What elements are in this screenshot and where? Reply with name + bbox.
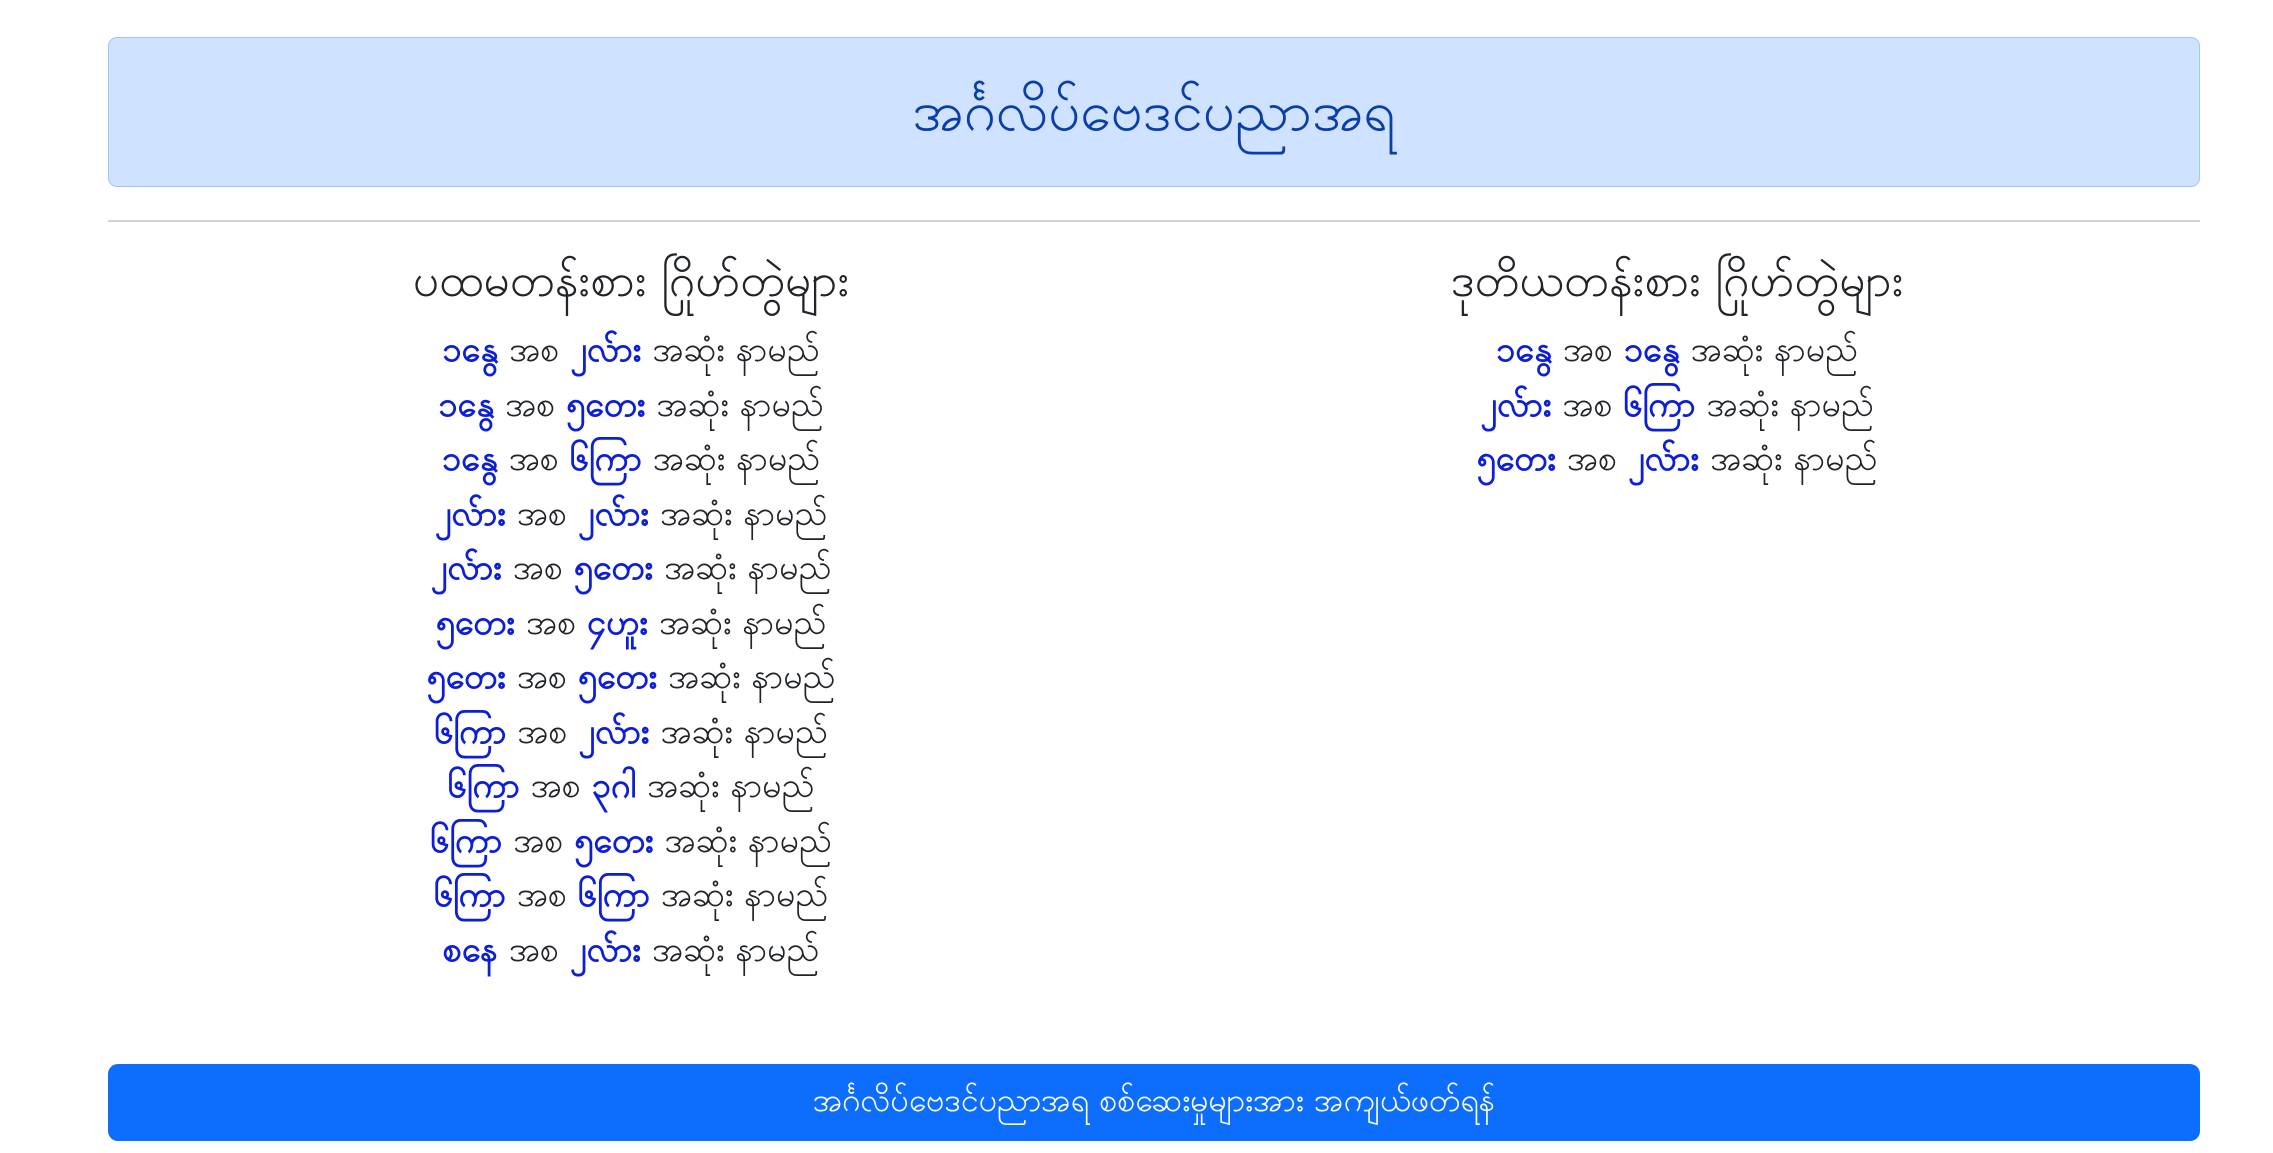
- start-word: အစ: [516, 493, 568, 534]
- planet-end: ၄ဟူး: [587, 602, 649, 643]
- end-word: အဆုံး နာမည်: [652, 330, 820, 370]
- planet-start: ၁နွေ: [442, 330, 499, 370]
- end-word: အဆုံး နာမည်: [652, 439, 821, 479]
- start-word: အစ: [508, 439, 559, 479]
- planet-start: ၅တေး: [1476, 439, 1556, 479]
- planet-end: ၆ကြာ: [569, 439, 642, 479]
- end-word: အဆုံး နာမည်: [660, 711, 828, 752]
- list-item: [108, 923, 1154, 978]
- list-item: [108, 705, 1154, 760]
- start-word: အစ: [1566, 439, 1618, 479]
- planet-start: ၁နွေ: [441, 439, 498, 479]
- second-class-heading: ဒုတိယတန်းစား ဂြိုဟ်တွဲများ: [1450, 253, 1904, 307]
- planet-start: ၆ကြာ: [447, 766, 520, 806]
- planet-start: ၆ကြာ: [434, 711, 507, 752]
- start-word: အစ: [513, 820, 564, 861]
- planet-end: ၂လ်ား: [570, 330, 642, 370]
- list-item: [108, 814, 1154, 869]
- start-word: အစ: [516, 875, 568, 915]
- planet-start: ၆ကြာ: [433, 875, 506, 915]
- list-item: [108, 541, 1154, 596]
- list-item: [108, 759, 1154, 814]
- read-more-button[interactable]: အင်္ဂလိပ်ဗေဒင်ပညာအရ စစ်ဆေးမှုများအား အကျယ်ဖတ်ရန်: [108, 1064, 2200, 1141]
- planet-end: ၅တေး: [577, 657, 658, 697]
- planet-end: ၆ကြာ: [577, 875, 650, 915]
- first-class-heading: ပထမတန်းစား ဂြိုဟ်တွဲများ: [412, 253, 850, 307]
- end-word: အဆုံး နာမည်: [1709, 439, 1878, 479]
- planet-end: ၂လ်ား: [569, 929, 642, 970]
- planet-start: ၁နွေ: [1496, 330, 1552, 370]
- header-banner: [108, 37, 2200, 187]
- planet-start: ၁နွေ: [438, 384, 495, 425]
- planet-end: ၂လ်ား: [577, 493, 650, 534]
- end-word: အဆုံး နာမည်: [646, 766, 815, 806]
- end-word: အဆုံး နာမည်: [651, 929, 820, 970]
- page-title: အင်္ဂလိပ်ဗေဒင်ပညာအရ: [912, 79, 1396, 144]
- planet-start: ၅တေး: [426, 657, 506, 697]
- end-word: အဆုံး နာမည်: [1690, 330, 1858, 370]
- first-class-column: [108, 240, 1154, 970]
- list-item: [108, 323, 1154, 378]
- start-word: အစ: [512, 548, 563, 588]
- planet-end: ၅တေး: [566, 384, 646, 425]
- divider: [108, 220, 2200, 222]
- second-class-column: [1154, 240, 2200, 479]
- planet-end: ၂လ်ား: [578, 711, 650, 752]
- list-item: [108, 378, 1154, 433]
- list-item: [1154, 378, 2200, 433]
- planet-end: ၁နွေ: [1623, 330, 1680, 370]
- end-word: အဆုံး နာမည်: [656, 384, 824, 425]
- end-word: အဆုံး နာမည်: [660, 875, 829, 915]
- first-class-list: [108, 323, 1154, 977]
- list-item: [108, 432, 1154, 487]
- planet-start: ၂လ်ား: [430, 548, 502, 588]
- start-word: အစ: [530, 766, 581, 806]
- end-word: အဆုံး နာမည်: [664, 820, 832, 861]
- end-word: အဆုံး နာမည်: [1706, 384, 1874, 425]
- list-item: [108, 650, 1154, 705]
- second-class-list: [1154, 323, 2200, 487]
- start-word: အစ: [1562, 330, 1614, 370]
- list-item: [108, 868, 1154, 923]
- end-word: အဆုံး နာမည်: [659, 493, 828, 534]
- planet-end: ၅တေး: [574, 820, 654, 861]
- list-item: [108, 596, 1154, 651]
- planet-end: ၂လ်ား: [1627, 439, 1700, 479]
- list-item: [1154, 323, 2200, 378]
- end-word: အဆုံး နာမည်: [663, 548, 832, 588]
- start-word: အစ: [1562, 384, 1613, 425]
- start-word: အစ: [504, 384, 556, 425]
- start-word: အစ: [516, 657, 568, 697]
- planet-start: စနေ: [442, 929, 498, 970]
- planet-end: ၆ကြာ: [1623, 384, 1696, 425]
- list-item: [108, 487, 1154, 542]
- end-word: အဆုံး နာမည်: [658, 602, 827, 643]
- start-word: အစ: [508, 929, 560, 970]
- start-word: အစ: [517, 711, 568, 752]
- end-word: အဆုံး နာမည်: [668, 657, 836, 697]
- planet-start: ၆ကြာ: [430, 820, 503, 861]
- planet-end: ၅တေး: [573, 548, 654, 588]
- planet-start: ၅တေး: [435, 602, 516, 643]
- planet-start: ၂လ်ား: [434, 493, 506, 534]
- start-word: အစ: [509, 330, 560, 370]
- start-word: အစ: [525, 602, 577, 643]
- planet-end: ၃ဂါ: [591, 766, 637, 806]
- planet-start: ၂လ်ား: [1480, 384, 1552, 425]
- list-item: [1154, 432, 2200, 487]
